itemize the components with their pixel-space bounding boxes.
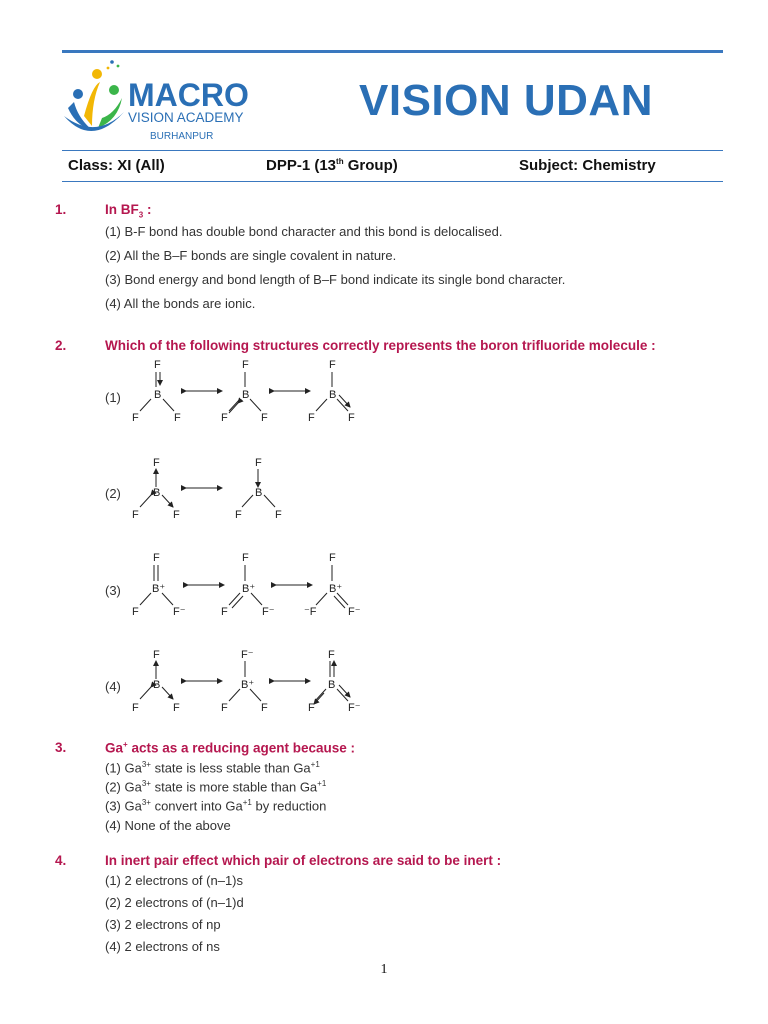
atom-label: F — [261, 412, 268, 424]
question-4-option-1: (1) 2 electrons of (n–1)s — [105, 873, 244, 888]
atom-label: B — [153, 487, 161, 499]
logo-graphic — [62, 56, 262, 146]
atom-label: F — [132, 702, 139, 714]
bf3-structures-diagram — [128, 355, 388, 735]
class-info-bar — [62, 150, 723, 182]
question-1-text: In $BF_3$ : — [105, 202, 152, 220]
question-2-option-3-label: (3) — [105, 583, 121, 598]
atom-label: F — [153, 457, 160, 469]
atom-label: F — [174, 412, 181, 424]
atom-label: F — [255, 457, 262, 469]
atom-label: F — [221, 606, 228, 618]
atom-label: F — [242, 552, 249, 564]
question-3-text: Ga+ acts as a reducing agent because : — [105, 740, 356, 756]
atom-label: F — [242, 359, 249, 371]
atom-label: F — [261, 702, 268, 714]
atom-label: F — [153, 552, 160, 564]
brand-title: VISION UDAN — [359, 76, 653, 125]
atom-label: F — [132, 509, 139, 521]
atom-label: B⁺ — [329, 583, 343, 595]
atom-label: ⁻F — [304, 606, 317, 618]
atom-label: B — [329, 389, 337, 401]
question-2-text: Which of the following structures correctly represents the boron trifluoride molecule : — [105, 338, 656, 353]
atom-label: F — [275, 509, 282, 521]
question-4-text: In inert pair effect which pair of electrons are said to be inert : — [105, 853, 502, 868]
atom-label: F — [132, 412, 139, 424]
atom-label: F — [308, 412, 315, 424]
atom-label: F — [329, 359, 336, 371]
atom-label: F⁻ — [173, 606, 186, 618]
atom-label: F — [235, 509, 242, 521]
atom-label: F⁻ — [262, 606, 275, 618]
question-1-option-1: (1) B-F bond has double bond character and this bond is delocalised. — [105, 224, 503, 239]
question-4-option-3: (3) 2 electrons of np — [105, 917, 221, 932]
atom-label: F — [173, 702, 180, 714]
dpp-label: DPP-1 (13th Group) — [266, 157, 398, 174]
question-2-option-4-label: (4) — [105, 679, 121, 694]
question-4-option-4: (4) 2 electrons of ns — [105, 939, 220, 954]
atom-label: F — [221, 412, 228, 424]
atom-label: B — [328, 679, 336, 691]
page-number: 1 — [380, 962, 388, 977]
question-4-number: 4. — [55, 853, 67, 868]
header-top-rule — [62, 50, 723, 53]
atom-label: F — [329, 552, 336, 564]
atom-label: F — [221, 702, 228, 714]
atom-label: F⁻ — [348, 606, 361, 618]
question-1-number: 1. — [55, 202, 67, 217]
atom-label: F — [154, 359, 161, 371]
question-2-number: 2. — [55, 338, 67, 353]
atom-label: B⁺ — [241, 679, 255, 691]
question-1-option-4: (4) All the bonds are ionic. — [105, 296, 256, 311]
question-4-option-2: (2) 2 electrons of (n–1)d — [105, 895, 244, 910]
logo-academy-text: VISION ACADEMY — [128, 110, 244, 125]
atom-label: F — [132, 606, 139, 618]
question-2-option-1-label: (1) — [105, 390, 121, 405]
atom-label: F — [308, 702, 315, 714]
question-3-option-4: (4) None of the above — [105, 818, 231, 833]
atom-label: B — [242, 389, 250, 401]
question-3-option-2: (2) $Ga^{3+}$ state is more stable than $Ga^{+1}$ — [105, 779, 327, 795]
subject-label: Subject: Chemistry — [519, 157, 656, 174]
atom-label: B — [153, 679, 161, 691]
atom-label: F — [328, 649, 335, 661]
atom-label: F — [153, 649, 160, 661]
macro-logo — [62, 56, 262, 146]
atom-label: F — [173, 509, 180, 521]
atom-label: F⁻ — [348, 702, 361, 714]
class-label: Class: XI (All) — [68, 157, 165, 174]
logo-macro-text: MACRO — [128, 77, 249, 113]
question-1-option-3: (3) Bond energy and bond length of B–F bond indicate its single bond character. — [105, 272, 566, 287]
atom-label: F — [348, 412, 355, 424]
question-3-option-1: (1) $Ga^{3+}$ state is less stable than $Ga^{+1}$ — [105, 760, 320, 776]
question-2-option-2-label: (2) — [105, 486, 121, 501]
atom-label: B — [154, 389, 162, 401]
atom-label: B⁺ — [242, 583, 256, 595]
atom-label: F⁻ — [241, 649, 254, 661]
question-3-number: 3. — [55, 740, 67, 755]
question-1-option-2: (2) All the B–F bonds are single covalent in nature. — [105, 248, 397, 263]
atom-label: B⁺ — [152, 583, 166, 595]
question-3-option-3: (3) $Ga^{3+}$ convert into $Ga^{+1}$ by reduction — [105, 798, 327, 814]
logo-burhanpur-text: BURHANPUR — [150, 131, 214, 142]
atom-label: B — [255, 487, 263, 499]
